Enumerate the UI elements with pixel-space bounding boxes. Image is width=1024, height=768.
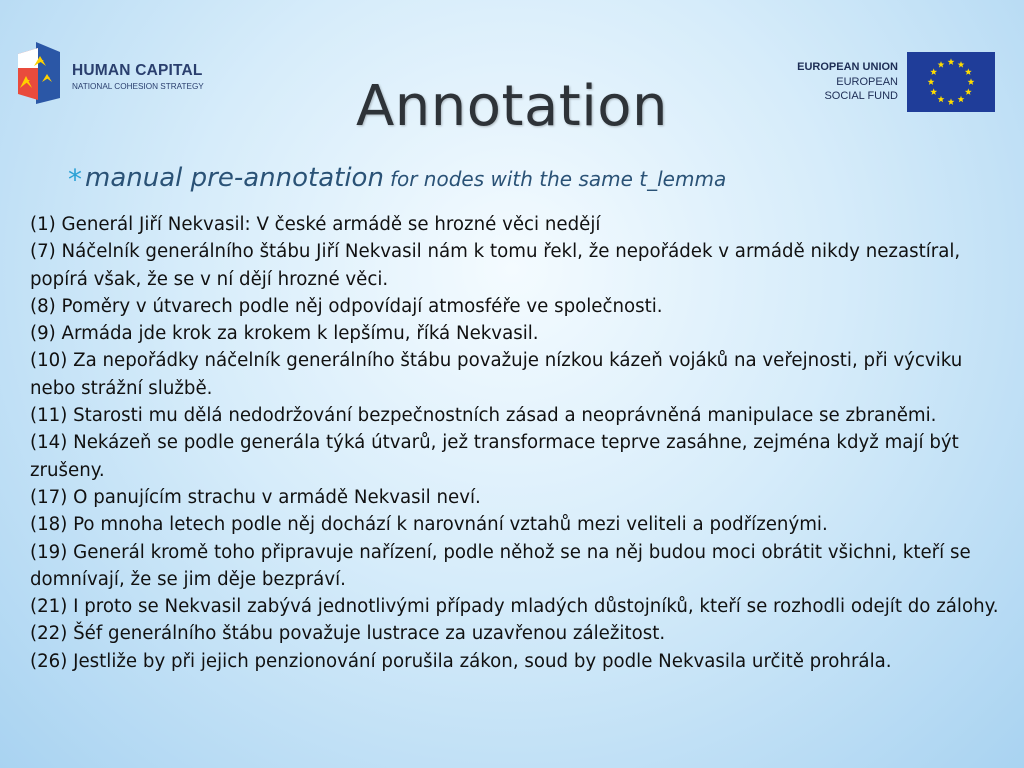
human-capital-subtitle: NATIONAL COHESION STRATEGY (72, 82, 204, 91)
sentence-22: (22) Šéf generálního štábu považuje lustrace za uzavřenou záležitost. (30, 623, 666, 645)
bullet-asterisk-icon: * (68, 163, 82, 196)
sentence-11: (11) Starosti mu dělá nedodržování bezpečnostních zásad a neoprávněná manipulace se zbraněmi. (30, 405, 937, 427)
sentence-14: (14) Nekázeň se podle generála týká útvarů, jež transformace teprve zasáhne, zejména když mají být zrušeny. (30, 432, 959, 481)
eu-line-3: SOCIAL FUND (824, 90, 898, 102)
slide-title: Annotation (355, 74, 669, 139)
sentence-8: (8) Poměry v útvarech podle něj odpovídají atmosféře ve společnosti. (30, 295, 663, 317)
subtitle-rest: for nodes with the same t_lemma (389, 167, 727, 191)
sentence-17: (17) O panujícím strachu v armádě Nekvasil neví. (30, 486, 481, 508)
sentence-26: (26) Jestliže by při jejich penzionování porušila zákon, soud by podle Nekvasila určitě prohrála. (30, 650, 892, 672)
annotation-sentences (30, 211, 1002, 675)
slide-subtitle (68, 160, 727, 196)
eu-line-1: EUROPEAN UNION (797, 61, 898, 73)
sentence-19: (19) Generál kromě toho připravuje nařízení, podle něhož se na něj budou moci obrátit všichni, kteří se domnívají, že se jim děje bezpráví. (30, 541, 971, 590)
sentence-1: (1) Generál Jiří Nekvasil: V české armádě se hrozné věci nedějí (30, 214, 601, 235)
sentence-9: (9) Armáda jde krok za krokem k lepšímu, říká Nekvasil. (30, 323, 539, 345)
sentence-21: (21) I proto se Nekvasil zabývá jednotlivými případy mladých důstojníků, kteří se rozhodli odejít do zálohy. (30, 596, 999, 618)
sentence-7: (7) Náčelník generálního štábu Jiří Nekvasil nám k tomu řekl, že nepořádek v armádě nikdy nezastíral, popírá však, že se v ní dějí hrozné věci. (30, 241, 961, 290)
sentence-18: (18) Po mnoha letech podle něj dochází k narovnání vztahů mezi veliteli a podřízenými. (30, 514, 828, 536)
sentence-10: (10) Za nepořádky náčelník generálního štábu považuje nízkou kázeň vojáků na veřejnosti, při výcviku nebo strážní službě. (30, 350, 963, 399)
subtitle-main: manual pre-annotation (85, 163, 384, 193)
human-capital-title: HUMAN CAPITAL (72, 62, 203, 79)
eu-line-2: EUROPEAN (836, 76, 898, 88)
